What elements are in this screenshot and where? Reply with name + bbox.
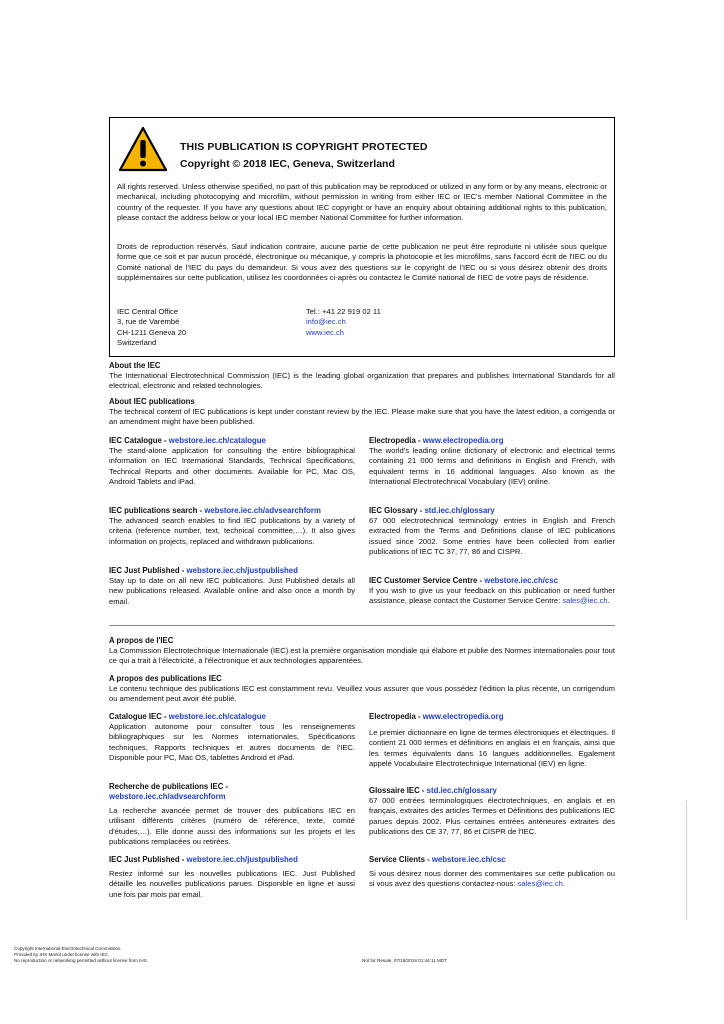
heading-label: IEC Glossary -	[369, 506, 425, 515]
en-glossary-heading	[369, 506, 619, 516]
csc-text-end: .	[562, 879, 565, 889]
advsearch-link[interactable]: webstore.iec.ch/advsearchform	[109, 792, 226, 802]
about-publications-text: The technical content of IEC publications is kept under constant review by the IEC. Please make sure that you have the latest edition, a corrigenda or an amendment might have been published.	[109, 407, 615, 427]
en-electropedia-heading	[369, 436, 619, 446]
en-just-text: Stay up to date on all new IEC publications. Just Published details all new publications released. Available online and also once a month by email.	[109, 576, 355, 606]
justpublished-link[interactable]: webstore.iec.ch/justpublished	[186, 855, 298, 864]
copyright-text-en: All rights reserved. Unless otherwise specified, no part of this publication may be reproduced or utilized in any form or by any means, electronic or mechanical, including photocopying and microfilm, without permission in writing from either IEC or IEC's member National Committee in the country of the requester. If you have any questions about IEC copyright or have an enquiry about obtaining additional rights to this publication, please contact the address below or your local IEC member National Committee for further information.	[117, 182, 607, 223]
address-line: 3, rue de Varembé	[117, 317, 180, 327]
heading-label: Recherche de publications IEC -	[109, 782, 229, 791]
csc-text: Si vous désirez nous donner des commentaires sur cette publication ou si vous avez des questions contactez-nous:	[369, 869, 615, 889]
heading-label: Catalogue IEC -	[109, 712, 169, 721]
heading-label: Electropedia -	[369, 436, 423, 445]
justpublished-link[interactable]: webstore.iec.ch/justpublished	[186, 566, 298, 575]
section-divider	[109, 625, 615, 626]
fr-search-text: La recherche avancée permet de trouver des publications IEC en utilisant différents critères (numéro de référence, texte, comité d'études,…). Elle donne aussi des informations sur les projets et les publications remplacées ou retirées.	[109, 806, 355, 847]
heading-label: IEC Just Published -	[109, 855, 187, 864]
glossary-link[interactable]: std.iec.ch/glossary	[424, 506, 495, 515]
fr-about-iec-heading: A propos de l'IEC	[109, 636, 174, 645]
copyright-text-fr: Droits de reproduction réservés. Sauf indication contraire, aucune partie de cette publication ne peut être reproduite ni utilisée sous quelque forme que ce soit et par aucun procédé, électronique ou mécanique, y compris la photocopie et les microfilms, sans l'accord écrit de l'IEC ou du Comité national de l'IEC du pays du demandeur. Si vous avez des questions sur le copyright de l'IEC ou si vous désirez obtenir des droits supplémentaires sur cette publication, utilisez les coordonnées ci-après ou contactez le Comité national de l'IEC de votre pays de résidence.	[117, 242, 607, 283]
email-link[interactable]: info@iec.ch	[306, 317, 346, 327]
electropedia-link[interactable]: www.electropedia.org	[422, 436, 504, 445]
footer-license	[14, 946, 147, 964]
footer-line: Copyright International Electrotechnical Commission	[14, 946, 121, 951]
fr-about-iec-text: La Commission Electrotechnique Internationale (IEC) est la première organisation mondiale qui élabore et publie des Normes internationales pour tout ce qui a trait à l'électricité, à l'électronique et aux technologies apparentées.	[109, 646, 615, 666]
en-just-heading	[109, 566, 369, 576]
fr-just-heading	[109, 855, 369, 865]
heading-label: IEC publications search -	[109, 506, 205, 515]
heading-label: IEC Customer Service Centre -	[369, 576, 485, 585]
sales-email-link[interactable]: sales@iec.ch	[517, 879, 563, 889]
footer-line: No reproduction or networking permitted without license from IHS	[14, 958, 147, 963]
en-search-heading	[109, 506, 369, 516]
fr-glossary-text: 67 000 entrées terminologiques électrotechniques, en anglais et en français, extraites des articles Termes et Définitions des publications IEC parues depuis 2002. Plus certaines entrées antérieures extraites des publications des CE 37, 77, 86 et CISPR de l'IEC.	[369, 796, 615, 837]
fr-just-text: Restez informé sur les nouvelles publications IEC. Just Published détaille les nouvelles publications parues. Disponible en ligne et aussi une fois par mois par email.	[109, 869, 355, 899]
about-iec-heading: About the IEC	[109, 361, 161, 370]
fr-csc-heading	[369, 855, 619, 865]
fr-about-publications-text: Le contenu technique des publications IEC est constamment revu. Veuillez vous assurer que vous possédez l'édition la plus récente, un corrigendum ou amendement peut avoir été publié.	[109, 684, 615, 704]
about-iec-text: The International Electrotechnical Commission (IEC) is the leading global organization that prepares and publishes International Standards for all electrical, electronic and related technologies.	[109, 371, 615, 391]
en-search-text: The advanced search enables to find IEC publications by a variety of criteria (reference number, text, technical committee,…). It also gives information on projects, replaced and withdrawn publications.	[109, 516, 355, 546]
electropedia-link[interactable]: www.electropedia.org	[422, 712, 504, 721]
en-catalogue-heading	[109, 436, 359, 446]
footer-line: Provided by IHS Markit under license with IEC	[14, 952, 108, 957]
csc-link[interactable]: webstore.iec.ch/csc	[484, 576, 558, 585]
fr-electropedia-heading	[369, 712, 619, 722]
heading-label: Glossaire IEC -	[369, 786, 427, 795]
heading-label: Service Clients -	[369, 855, 432, 864]
copyright-subtitle: Copyright © 2018 IEC, Geneva, Switzerland	[180, 158, 395, 170]
en-csc-heading	[369, 576, 619, 586]
en-electropedia-text: The world's leading online dictionary of electronic and electrical terms containing 21 000 terms and definitions in English and French, with equivalent terms in 16 additional languages. Also known as the International Electrotechnical Vocabulary (IEV) online.	[369, 446, 615, 487]
copyright-title: THIS PUBLICATION IS COPYRIGHT PROTECTED	[180, 141, 428, 153]
csc-text: If you wish to give us your feedback on this publication or need further assistance, please contact the Customer Service Centre:	[369, 586, 615, 606]
csc-text-end: .	[607, 596, 610, 606]
csc-link[interactable]: webstore.iec.ch/csc	[431, 855, 506, 864]
about-publications-heading: About IEC publications	[109, 397, 195, 406]
fr-electropedia-text: Le premier dictionnaire en ligne de termes électroniques et électriques. Il contient 21 000 termes et définitions en anglais et en français, ainsi que les termes équivalents dans 16 langues additionnelles. Egalement appelé Vocabulaire Electrotechnique International (IEV) en ligne.	[369, 728, 615, 769]
address-line: CH-1211 Geneva 20	[117, 327, 187, 337]
address-line: IEC Central Office	[117, 307, 179, 316]
heading-label: IEC Just Published -	[109, 566, 187, 575]
glossary-link[interactable]: std.iec.ch/glossary	[426, 786, 497, 795]
web-link[interactable]: www.iec.ch	[306, 327, 344, 337]
heading-label: IEC Catalogue -	[109, 436, 169, 445]
margin-dots	[686, 800, 689, 920]
heading-label: Electropedia -	[369, 712, 423, 721]
fr-catalogue-heading	[109, 712, 359, 722]
catalogue-link[interactable]: webstore.iec.ch/catalogue	[168, 712, 266, 721]
warning-icon	[118, 126, 168, 172]
fr-csc-text	[369, 869, 615, 890]
fr-catalogue-text: Application autonome pour consulter tous les renseignements bibliographiques sur les Normes internationales, Spécifications techniques, Rapports techniques et autres documents de l'IEC. Disponible pour PC, Mac OS, tablettes Android et iPad.	[109, 722, 355, 763]
office-address	[117, 307, 287, 349]
catalogue-link[interactable]: webstore.iec.ch/catalogue	[168, 436, 266, 445]
office-contact	[306, 307, 486, 338]
fr-search-heading	[109, 782, 355, 803]
footer-resale: Not for Resale, 07/18/2018 01:44:11 MDT	[362, 958, 447, 963]
fr-about-publications-heading: A propos des publications IEC	[109, 674, 222, 683]
en-glossary-text: 67 000 electrotechnical terminology entries in English and French extracted from the Terms and Definitions clause of IEC publications issued since 2002. Some entries have been collected from earlier publications of IEC TC 37, 77, 86 and CISPR.	[369, 516, 615, 557]
fr-glossary-heading	[369, 786, 619, 796]
advsearch-link[interactable]: webstore.iec.ch/advsearchform	[204, 506, 321, 515]
en-catalogue-text: The stand-alone application for consulting the entire bibliographical information on IEC International Standards, Technical Specifications, Technical Reports and other documents. Available for PC, Mac OS, Android Tablets and iPad.	[109, 446, 355, 487]
telephone: Tel.: +41 22 919 02 11	[306, 307, 381, 316]
address-line: Switzerland	[117, 338, 157, 348]
en-csc-text	[369, 586, 615, 607]
sales-email-link[interactable]: sales@iec.ch	[562, 596, 608, 606]
